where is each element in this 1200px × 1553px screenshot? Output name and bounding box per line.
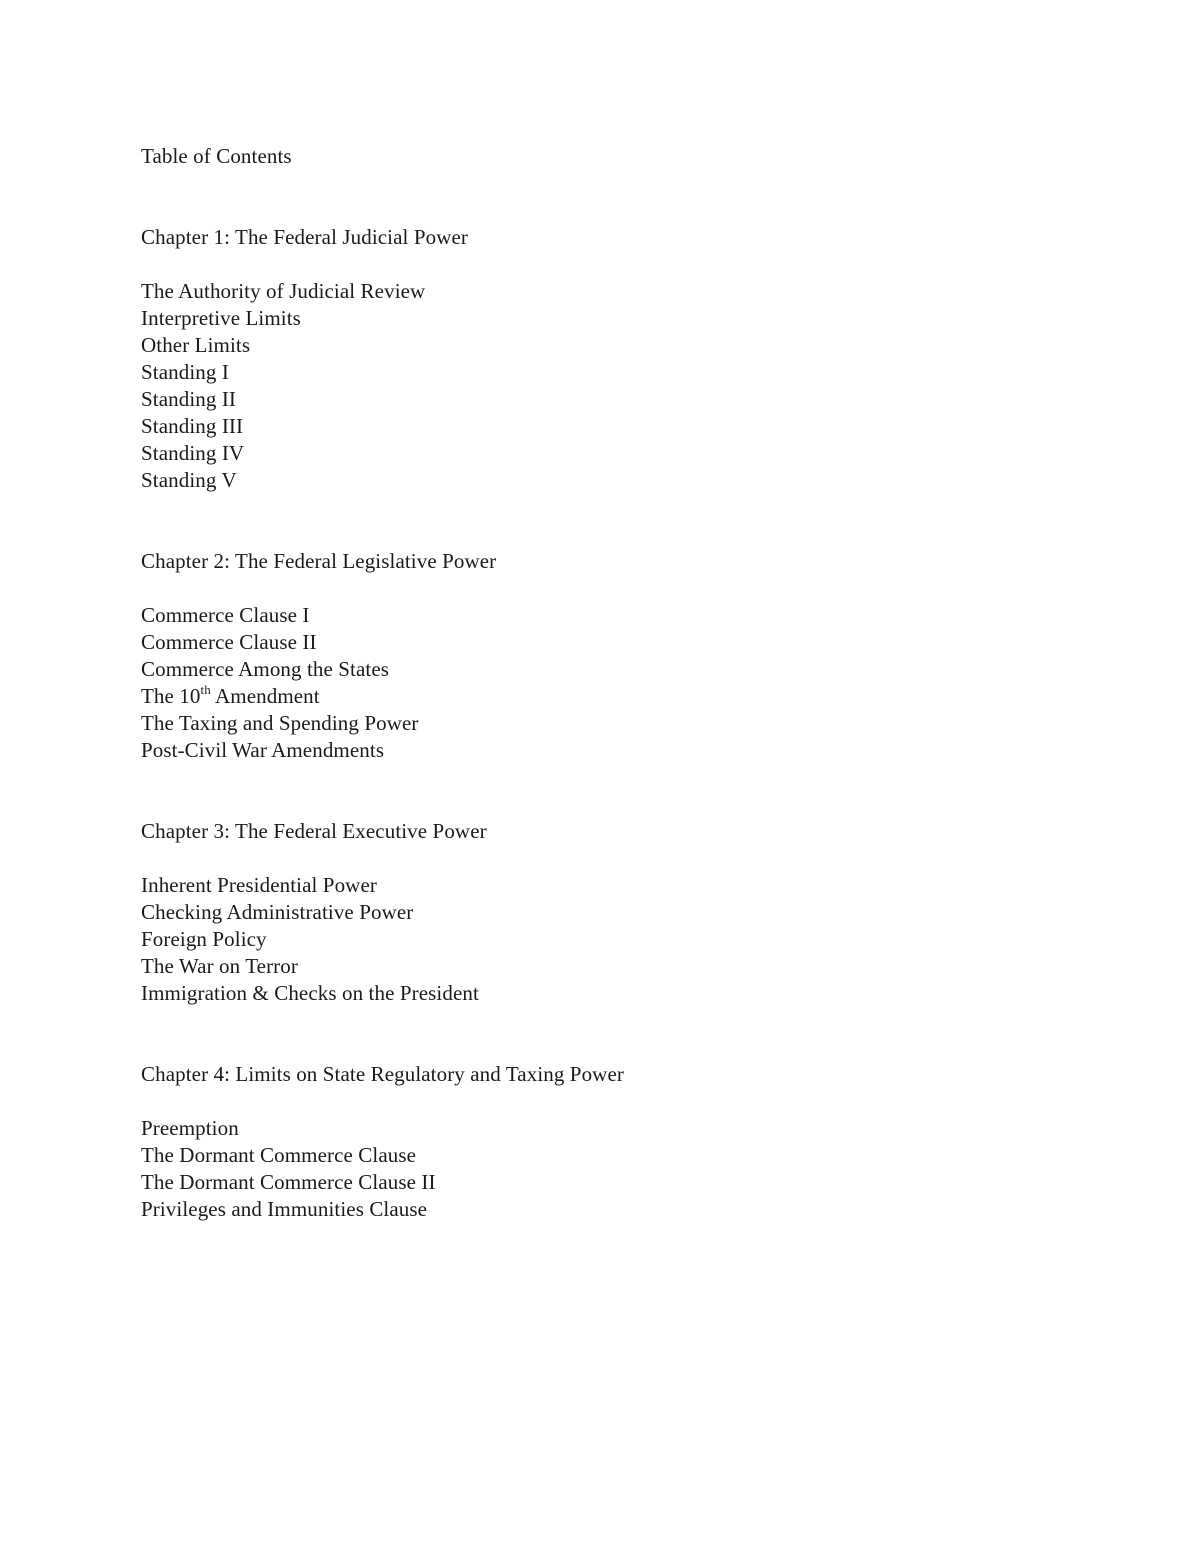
toc-entry: Interpretive Limits xyxy=(141,306,301,330)
chapter-heading: Chapter 3: The Federal Executive Power xyxy=(141,819,487,843)
toc-entry: Other Limits xyxy=(141,333,251,357)
toc-entry: Privileges and Immunities Clause xyxy=(141,1197,428,1221)
toc-entry: Post-Civil War Amendments xyxy=(141,738,385,762)
toc-entry: The Dormant Commerce Clause II xyxy=(141,1170,436,1194)
toc-entry: Standing I xyxy=(141,360,229,384)
chapter-entries xyxy=(141,1115,624,1223)
chapter-entries xyxy=(141,278,624,494)
toc-entry: Standing II xyxy=(141,387,237,411)
chapter-entries xyxy=(141,872,624,1007)
chapter-1 xyxy=(141,224,624,494)
toc-entry: Preemption xyxy=(141,1116,239,1140)
toc-entry: Inherent Presidential Power xyxy=(141,873,377,897)
toc-entry: Foreign Policy xyxy=(141,927,267,951)
toc-entry: The Authority of Judicial Review xyxy=(141,279,426,303)
toc-entry: The Dormant Commerce Clause xyxy=(141,1143,417,1167)
toc-entry: Standing IV xyxy=(141,441,245,465)
page-title: Table of Contents xyxy=(141,144,292,168)
toc-entry: Commerce Clause I xyxy=(141,603,310,627)
chapter-heading: Chapter 1: The Federal Judicial Power xyxy=(141,225,468,249)
toc-entry: Immigration & Checks on the President xyxy=(141,981,479,1005)
toc-entry: Checking Administrative Power xyxy=(141,900,414,924)
toc-entry: Standing III xyxy=(141,414,244,438)
chapter-heading: Chapter 2: The Federal Legislative Power xyxy=(141,549,497,573)
toc-entry: The Taxing and Spending Power xyxy=(141,711,419,735)
toc-entry: Standing V xyxy=(141,468,237,492)
table-of-contents xyxy=(141,143,624,1223)
chapter-2 xyxy=(141,548,624,764)
ordinal-superscript: th xyxy=(200,682,211,697)
toc-entry: Commerce Among the States xyxy=(141,657,390,681)
toc-entry: Commerce Clause II xyxy=(141,630,317,654)
chapter-3 xyxy=(141,818,624,1007)
toc-entry: The War on Terror xyxy=(141,954,298,978)
chapter-heading: Chapter 4: Limits on State Regulatory and Taxing Power xyxy=(141,1062,624,1086)
entry-prefix: The 10 xyxy=(141,684,201,708)
entry-suffix: Amendment xyxy=(210,684,320,708)
chapter-4 xyxy=(141,1061,624,1223)
chapter-entries xyxy=(141,602,624,764)
toc-entry-amendment xyxy=(141,683,624,710)
